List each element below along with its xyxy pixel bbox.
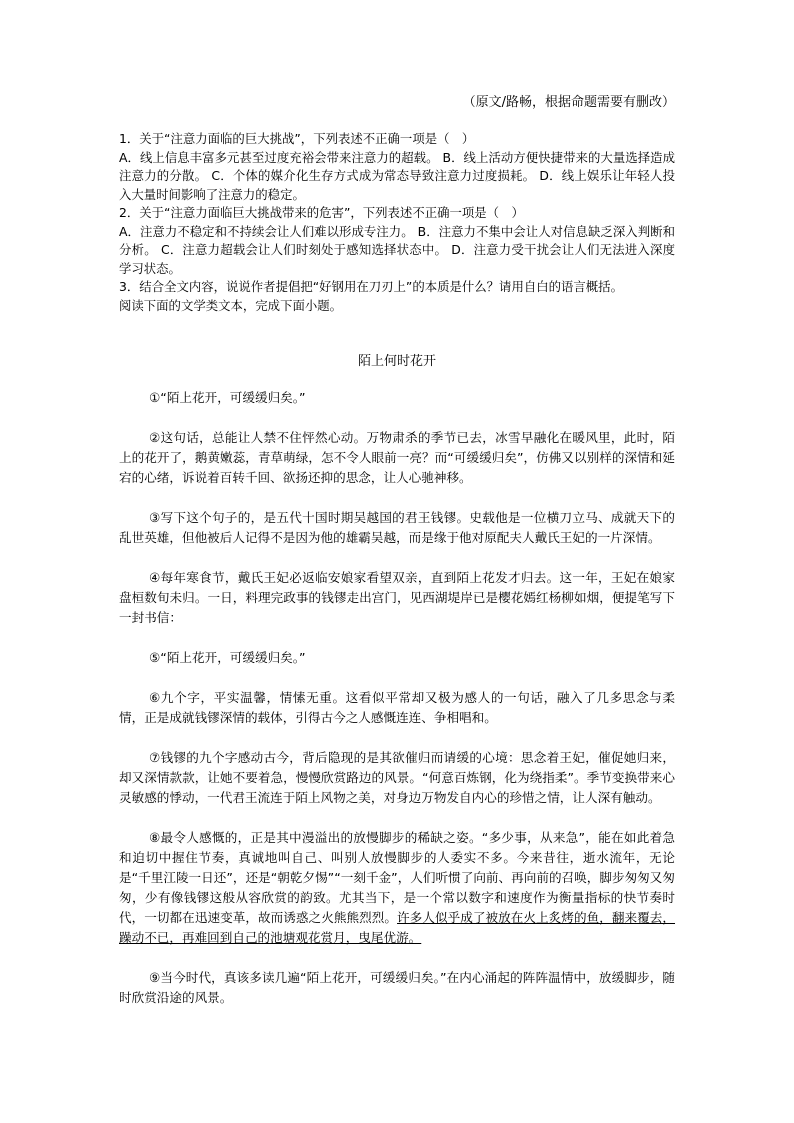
paragraph-4: ④每年寒食节，戴氏王妃必返临安娘家看望双亲，直到陌上花发才归去。这一年，王妃在娘家盘桓数旬未归。一日，料理完政事的钱镠走出宫门，见西湖堤岸已是樱花嫣红杨柳如烟，便提笔写下一封书信： [119, 570, 675, 625]
paragraph-3: ③写下这个句子的，是五代十国时期吴越国的君王钱镠。史载他是一位横刀立马、成就天下的乱世英雄，但他被后人记得不是因为他的雄霸吴越，而是缘于他对原配夫人戴氏王妃的一片深情。 [119, 510, 675, 545]
reading-instruction: 阅读下面的文学类文本，完成下面小题。 [119, 297, 343, 313]
question-2: 2．关于“注意力面临巨大挑战带来的危害”，下列表述不正确一项是（ ） [119, 205, 524, 220]
paragraph-7: ⑦钱镠的九个字感动古今，背后隐现的是其欲催归而请缓的心境：思念着王妃，催促她归来，却又深情款款，让她不要着急，慢慢欣赏路边的风景。“何意百炼钢，化为绕指柔”。季节变换带来心灵敏感的悸动，一代君王流连于陌上风物之美，对身边万物发自内心的珍惜之情，让人深有触动。 [119, 750, 675, 805]
paragraph-2: ②这句话，总能让人禁不住怦然心动。万物肃杀的季节已去，冰雪早融化在暖风里，此时，陌上的花开了，鹅黄嫩蕊，青草萌绿，怎不令人眼前一亮？而“可缓缓归矣”，仿佛又以别样的深情和延宕的心绪，诉说着百转千回、欲扬还抑的思念，让人心驰神移。 [119, 430, 675, 485]
question-1-options: A．线上信息丰富多元甚至过度充裕会带来注意力的超载。 B．线上活动方便快捷带来的大量选择造成注意力的分散。 C．个体的媒介化生存方式成为常态导致注意力过度损耗。 D．线上娱乐让年轻人投入大量时间影响了注意力的稳定。 [119, 149, 675, 202]
question-3: 3．结合全文内容，说说作者提倡把“好钢用在刀刃上”的本质是什么？请用自白的语言概括。 [119, 279, 623, 294]
paragraph-9: ⑨当今时代，真该多读几遍“陌上花开，可缓缓归矣。”在内心涌起的阵阵温情中，放缓脚步，随时欣赏沿途的风景。 [119, 970, 675, 1005]
paragraph-8-text: ⑧最令人感慨的，正是其中漫溢出的放慢脚步的稀缺之姿。“多少事，从来急”，能在如此着急和迫切中握住节奏，真诚地叫自己、叫别人放慢脚步的人委实不多。今来昔往，逝水流年，无论是“千里江陵一日还”，还是“朝乾夕惕”“一刻千金”，人们听惯了向前、再向前的召唤，脚步匆匆又匆匆，少有像钱镠这般从容欣赏的韵致。尤其当下，是一个常以数字和速度作为衡量指标的快节奏时代，一切都在迅速变革，故而诱惑之火熊熊烈烈。 [119, 830, 675, 925]
question-1: 1．关于“注意力面临的巨大挑战”，下列表述不正确一项是（ ） [119, 131, 475, 146]
essay-title: 陌上何时花开 [357, 354, 436, 369]
paragraph-8 [119, 828, 675, 948]
question-2-options: A．注意力不稳定和不持续会让人们难以形成专注力。 B．注意力不集中会让人对信息缺乏深入判断和分析。 C．注意力超载会让人们时刻处于感知选择状态中。 D．注意力受干扰会让人们无法进入深度学习状态。 [119, 223, 675, 276]
question-block [119, 130, 675, 315]
paragraph-5: ⑤“陌上花开，可缓缓归矣。” [149, 650, 306, 665]
paragraph-1: ①“陌上花开，可缓缓归矣。” [149, 390, 306, 405]
essay-body [119, 388, 675, 1028]
underlined-sentence: 许多人似乎成了被放在火上炙烤的鱼，翻来覆去，躁动不已，再难回到自己的池塘观花赏月，曳尾优游。 [119, 910, 676, 945]
paragraph-6: ⑥九个字，平实温馨，情愫无重。这看似平常却又极为感人的一句话，融入了几多思念与柔情，正是成就钱镠深情的载体，引得古今之人感慨连连、争相唱和。 [119, 690, 675, 725]
source-note: （原文/路畅，根据命题需要有删改） [462, 95, 675, 110]
